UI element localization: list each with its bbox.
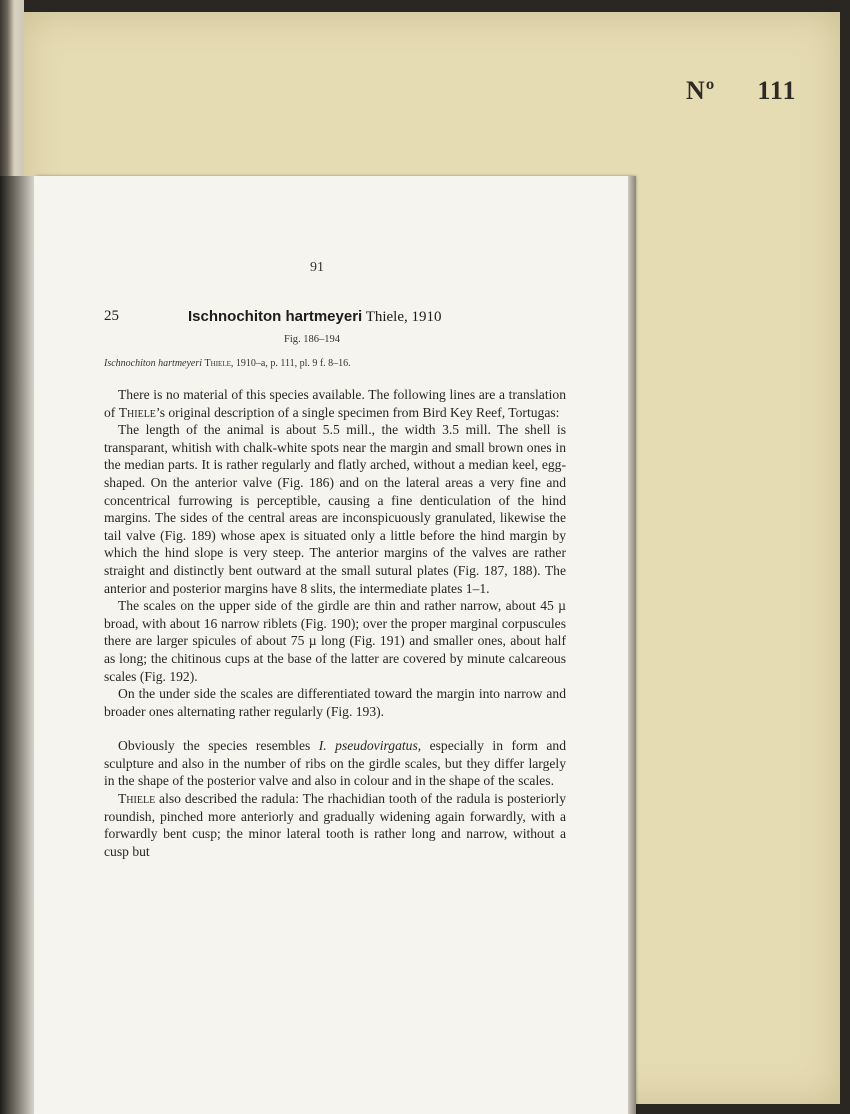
text-run: ’s original description of a single specimen from Bird Key Reef, Tortugas: xyxy=(155,404,560,420)
paragraph: The scales on the upper side of the girdle are thin and rather narrow, about 45 µ broad, with about 16 narrow riblets (Fig. 190); over the proper marginal corpuscules there are larger spicules of about 75 µ long (Fig. 191) and smaller ones, about half as long; the chitinous cups at the base of the latter are covered by minute calcareous scales (Fig. 192). xyxy=(104,598,566,684)
spine-shadow xyxy=(0,176,36,1114)
species-ref: I. pseudovirgatus xyxy=(318,738,418,754)
paragraph xyxy=(104,737,566,790)
figure-reference: Fig. 186–194 xyxy=(284,334,341,345)
synonymy-author: Thiele xyxy=(204,358,231,369)
species-title xyxy=(188,308,442,326)
printed-page xyxy=(34,176,634,1114)
paragraph: On the under side the scales are differentiated toward the margin into narrow and broader ones alternating rather regularly (Fig. 193). xyxy=(104,686,566,719)
synonymy-line xyxy=(104,358,351,369)
page-edge xyxy=(628,176,636,1114)
text-run: , especially in form and sculpture and also in the number of ribs on the girdle scales, but they differ largely in the shape of the posterior valve and also in colour and in the shape of the scales. xyxy=(104,738,566,789)
cover-number-label: Nº xyxy=(686,76,716,105)
paragraph: The length of the animal is about 5.5 mill., the width 3.5 mill. The shell is transparant, whitish with chalk-white spots near the margin and small brown ones in the median parts. It is rather regularly and flatly arched, without a median keel, egg-shaped. On the anterior valve (Fig. 186) and on the lateral areas a very fine and concentrical furrowing is perceptible, causing a fine denticulation of the hind margins. The sides of the central areas are inconspicuously granulated, likewise the tail valve (Fig. 189) whose apex is situated only a little before the hind margin by which the hind slope is very steep. The anterior margins of the valves are rather straight and distinctly bent outward at the small sutural plates (Fig. 187, 188). The anterior and posterior margins have 8 slits, the intermediate plates 1–1. xyxy=(104,422,566,596)
species-number: 25 xyxy=(104,308,119,324)
text-run: There is no material of this species available. The following lines are a translation of xyxy=(104,387,566,420)
cover-number-value: 111 xyxy=(757,76,797,105)
author-name: Thiele xyxy=(118,791,156,807)
synonymy-name: Ischnochiton hartmeyeri xyxy=(104,358,203,369)
text-run: Obviously the species resembles xyxy=(118,738,319,754)
species-header xyxy=(104,308,566,332)
paragraph xyxy=(104,386,566,421)
text-run: also described the radula: The rhachidian tooth of the radula is posteriorly roundish, pinched more anteriorly and gradually widening again forwardly, with a forwardly bent cusp; the minor lateral tooth is rather long and narrow, without a cusp but xyxy=(104,791,566,859)
body-text xyxy=(104,386,566,860)
author-name: Thiele xyxy=(118,404,156,420)
synonymy-ref: , 1910–a, p. 111, pl. 9 f. 8–16. xyxy=(230,358,351,369)
species-author: Thiele, 1910 xyxy=(362,309,442,325)
species-name: Ischnochiton hartmeyeri xyxy=(188,308,363,325)
page-number: 91 xyxy=(310,260,324,275)
paragraph xyxy=(104,790,566,860)
cover-number xyxy=(686,76,797,106)
